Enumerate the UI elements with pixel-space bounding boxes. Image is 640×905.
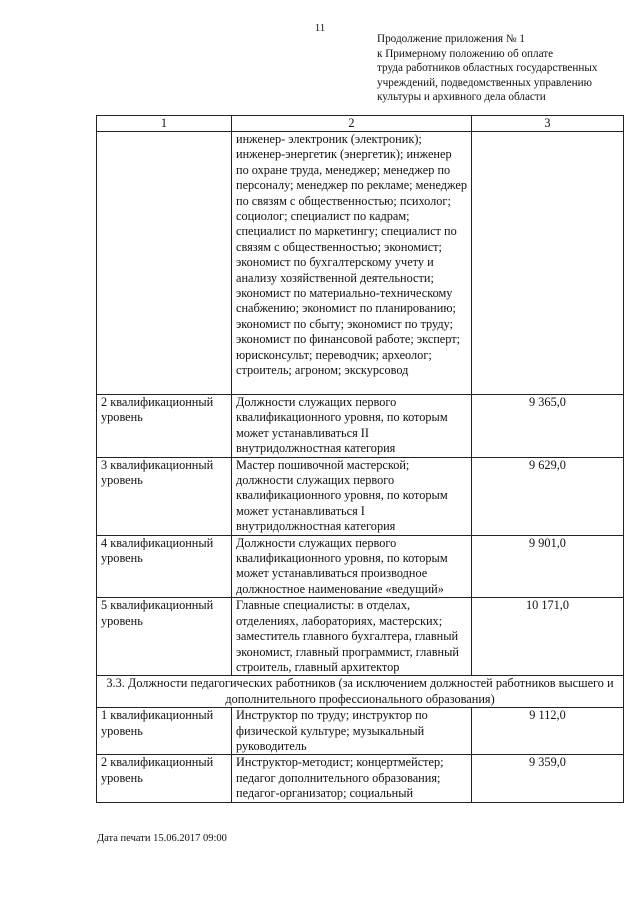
- level-cell: 5 квалификационный уровень: [97, 598, 232, 676]
- level-cell: 2 квалификационный уровень: [97, 755, 232, 802]
- column-header: 2: [232, 116, 472, 132]
- level-cell: 4 квалификационный уровень: [97, 535, 232, 598]
- page-number: 11: [314, 22, 326, 34]
- positions-cell: Инструктор по труду; инструктор по физической культуре; музыкальный руководитель: [232, 708, 472, 755]
- section-title: 3.3. Должности педагогических работников (за исключением должностей работников высшего и дополнительного профессионального образования): [97, 676, 624, 708]
- annex-line: к Примерному положению об оплате: [377, 47, 554, 60]
- positions-cell: Инструктор-методист; концертмейстер; педагог дополнительного образования; педагог-организатор; социальный: [232, 755, 472, 802]
- annex-line: Продолжение приложения № 1: [377, 33, 525, 45]
- print-date: Дата печати 15.06.2017 09:00: [97, 833, 227, 844]
- table-row: [97, 598, 624, 676]
- annex-line: труда работников областных государственных: [377, 62, 598, 75]
- level-cell: 1 квалификационный уровень: [97, 708, 232, 755]
- positions-cell: Должности служащих первого квалификационного уровня, по которым может устанавливаться производное должностное наименование «ведущий»: [232, 535, 472, 598]
- table-row: [97, 708, 624, 755]
- salary-cell: 9 629,0: [472, 457, 624, 535]
- annex-line: культуры и архивного дела области: [377, 91, 546, 104]
- column-header: 3: [472, 116, 624, 132]
- table-row: [97, 457, 624, 535]
- salary-cell: 9 112,0: [472, 708, 624, 755]
- salary-cell: 9 901,0: [472, 535, 624, 598]
- table-row: [97, 755, 624, 802]
- salary-cell: [472, 132, 624, 395]
- table-header-row: [97, 116, 624, 132]
- salary-cell: 10 171,0: [472, 598, 624, 676]
- salary-table: [96, 115, 624, 803]
- positions-cell: Мастер пошивочной мастерской; должности служащих первого квалификационного уровня, по которым может устанавливаться I внутридолжностная категория: [232, 457, 472, 535]
- salary-cell: 9 365,0: [472, 395, 624, 458]
- annex-line: учреждений, подведомственных управлению: [377, 76, 592, 89]
- positions-cell: Главные специалисты: в отделах, отделениях, лабораториях, мастерских; заместитель главного бухгалтера, главный экономист, главный программист, главный строитель, главный архитектор: [232, 598, 472, 676]
- table-row: [97, 535, 624, 598]
- column-header: 1: [97, 116, 232, 132]
- level-cell: [97, 132, 232, 395]
- level-cell: 2 квалификационный уровень: [97, 395, 232, 458]
- annex-header: [377, 32, 627, 105]
- section-row: [97, 676, 624, 708]
- table-row: [97, 395, 624, 458]
- level-cell: 3 квалификационный уровень: [97, 457, 232, 535]
- positions-cell: Должности служащих первого квалификационного уровня, по которым может устанавливаться II внутридолжностная категория: [232, 395, 472, 458]
- table-row: [97, 132, 624, 395]
- salary-cell: 9 359,0: [472, 755, 624, 802]
- positions-cell: инженер- электроник (электроник); инженер-энергетик (энергетик); инженер по охране труда, менеджер; менеджер по персоналу; менеджер по рекламе; менеджер по связям с общественностью; психолог; социолог; специалист по кадрам; специалист по маркетингу; специалист по связям с общественностью; экономист; экономист по бухгалтерскому учету и анализу хозяйственной деятельности; экономист по материально-техническому снабжению; экономист по планированию; экономист по сбыту; экономист по труду; экономист по финансовой работе; эксперт; юрисконсульт; переводчик; археолог; строитель; агроном; экскурсовод: [232, 132, 472, 395]
